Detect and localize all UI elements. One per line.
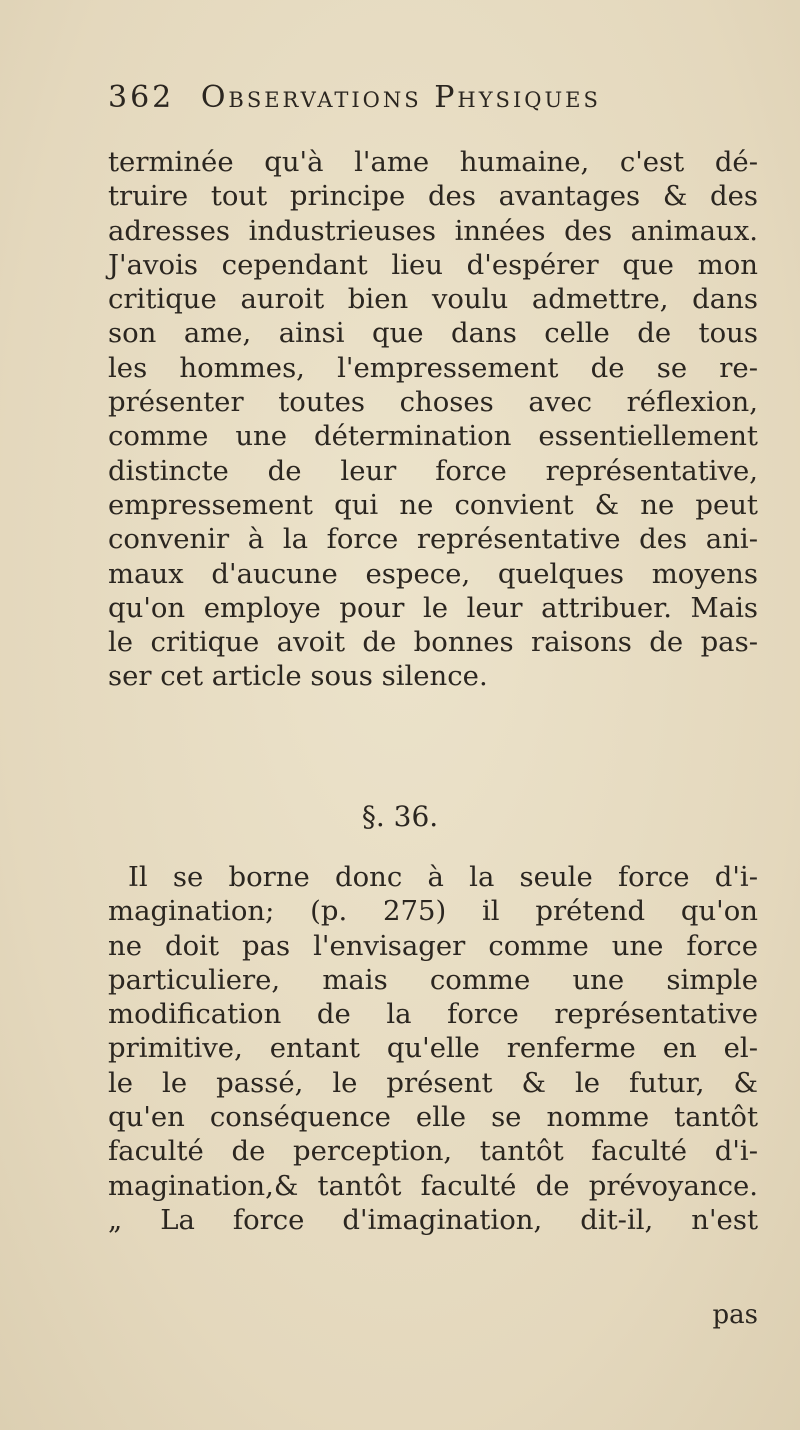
text-line: le critique avoit de bonnes raisons de pas- <box>108 626 758 659</box>
text-line: distincte de leur force représentative, <box>108 454 758 487</box>
text-line: critique auroit bien voulu admettre, dans <box>108 283 758 316</box>
text-line: Il se borne donc à la seule force d'i- <box>128 861 758 893</box>
running-title: Observations Physiques <box>200 80 601 115</box>
section-mark: §. 36. <box>361 800 439 833</box>
text-line: „ La force d'imagination, dit-il, n'est <box>108 1203 758 1236</box>
page-number: 362 <box>108 80 175 115</box>
text-line: convenir à la force représentative des ani- <box>108 523 758 556</box>
text-line: magination,& tantôt faculté de prévoyance. <box>108 1169 758 1202</box>
running-header <box>108 80 728 115</box>
text-line: magination; (p. 275) il prétend qu'on <box>108 895 758 928</box>
text-line: qu'en conséquence elle se nomme tantôt <box>108 1101 758 1134</box>
text-line: ne doit pas l'envisager comme une force <box>108 929 758 962</box>
text-line: qu'on employe pour le leur attribuer. Mais <box>108 591 758 624</box>
text-line: ser cet article sous silence. <box>108 660 488 693</box>
text-line: présenter toutes choses avec réflexion, <box>108 386 758 419</box>
text-line: J'avois cependant lieu d'espérer que mon <box>108 248 758 281</box>
text-line: truire tout principe des avantages & des <box>108 180 758 213</box>
text-line: le le passé, le présent & le futur, & <box>108 1066 758 1099</box>
text-line: modification de la force représentative <box>108 998 758 1031</box>
text-line: terminée qu'à l'ame humaine, c'est dé- <box>108 146 758 178</box>
text-line: son ame, ainsi que dans celle de tous <box>108 317 758 350</box>
text-line: primitive, entant qu'elle renferme en el- <box>108 1032 758 1065</box>
catchword: pas <box>712 1300 758 1330</box>
text-line: adresses industrieuses innées des animaux. <box>108 214 758 247</box>
text-line: maux d'aucune espece, quelques moyens <box>108 557 758 590</box>
paragraph-1 <box>108 145 758 694</box>
text-line: comme une détermination essentiellement <box>108 420 758 453</box>
text-line: les hommes, l'empressement de se re- <box>108 351 758 384</box>
text-line: empressement qui ne convient & ne peut <box>108 488 758 521</box>
text-line: faculté de perception, tantôt faculté d'i- <box>108 1135 758 1168</box>
paragraph-2 <box>108 860 758 1237</box>
text-line: particuliere, mais comme une simple <box>108 963 758 996</box>
